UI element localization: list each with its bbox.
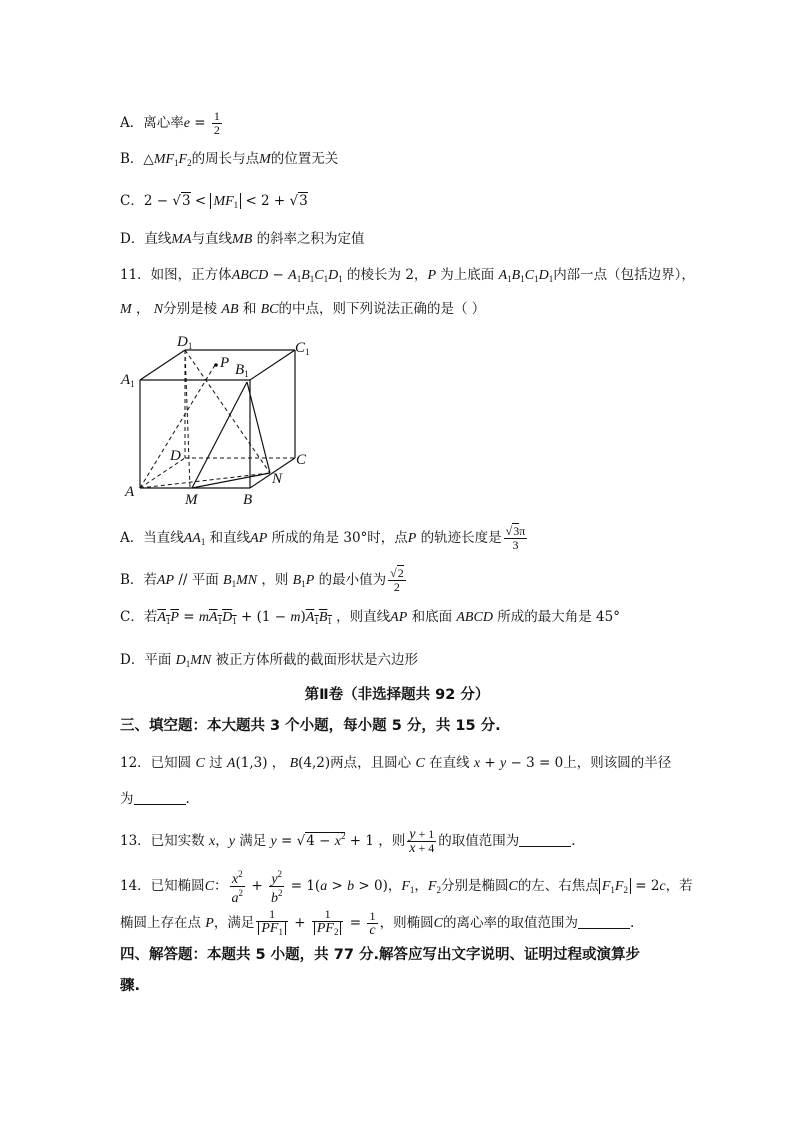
q10-option-d: D．直线MA与直线MB 的斜率之积为定值 bbox=[120, 231, 365, 247]
label-A: A bbox=[125, 484, 135, 500]
q11-option-a: A．当直线$AA_1$ 和直线AP 所成的角是 30°时，点P 的轨迹长度是 $\frac{√3\pi}{3}$ bbox=[120, 524, 526, 552]
fraction-y1-x4: $\frac{y + 1}{x + 4}$ bbox=[409, 827, 435, 856]
cube-figure bbox=[115, 330, 315, 510]
q12-line2: 为 . bbox=[120, 791, 190, 807]
label-D: D bbox=[170, 448, 181, 464]
q11-option-d: D．平面 $D_1MN$ 被正方体所截的截面形状是六边形 bbox=[120, 652, 419, 669]
q14-answer-blank[interactable] bbox=[578, 916, 630, 929]
q11-option-b: B．若AP // 平面 $B_1MN$ ，则 $B_1P$ 的最小值为 $\frac{√2}{2}$ bbox=[120, 566, 404, 594]
section-3-title: 三、填空题：本大题共 3 个小题，每小题 5 分，共 15 分. bbox=[120, 718, 501, 734]
fraction-sqrt3pi-3: $\frac{√3\pi}{3}$ bbox=[505, 524, 526, 552]
label-D1: $D_1$ bbox=[177, 334, 193, 351]
label-B1: $B_1$ bbox=[235, 362, 249, 379]
fraction-sqrt2-2: $\frac{√2}{2}$ bbox=[390, 566, 404, 594]
fraction-1-2: $\frac{1}{2}$ bbox=[213, 109, 220, 137]
math-vector-eq: $A_1P = mA_1D_1 + (1 - m)A_1B_1$ bbox=[157, 609, 332, 626]
section-2-title: 第Ⅱ卷（非选择题共 92 分） bbox=[304, 687, 490, 703]
math-triangle: $\triangle MF_1F_2$ bbox=[143, 151, 192, 168]
q14-line2: 椭圆上存在点 P，满足 $\frac{1}{PF_1}$ + $\frac{1}{PF_2}$ = $\frac{1}{c}$ ，则椭圆C的离心率的取值范围为 . bbox=[120, 907, 635, 938]
q12-line1: 12．已知圆 C 过 A(1,3) ， B(4,2)两点，且圆心 C 在直线 x + y − 3 = 0上，则该圆的半径 bbox=[120, 755, 672, 771]
label-A1: $A_1$ bbox=[121, 372, 135, 389]
q11-option-c: C．若$A_1P = mA_1D_1 + (1 - m)A_1B_1$ ，则直线AP 和底面 ABCD 所成的最大角是 45° bbox=[120, 609, 620, 626]
label-N: N bbox=[272, 471, 283, 487]
label-M: M bbox=[185, 492, 198, 508]
q10-option-b: B．$\triangle MF_1F_2$的周长与点M的位置无关 bbox=[120, 151, 339, 168]
q11-stem-line1: 11．如图，正方体ABCD − $A_1B_1C_1D_1$ 的棱长为 2，P 为上底面 $A_1B_1C_1D_1$内部一点（包括边界）， bbox=[120, 267, 695, 284]
q10-option-c: C．$2 - √3 < MF_1 < 2 + √3$ bbox=[120, 193, 308, 210]
math-inequality: $2 - √3 < MF_1 < 2 + √3$ bbox=[143, 193, 308, 210]
q12-answer-blank[interactable] bbox=[134, 792, 186, 805]
q10-option-a: A．离心率e = $\frac{1}{2}$ bbox=[120, 109, 220, 137]
label-B: B bbox=[243, 492, 253, 508]
label-P: P bbox=[220, 355, 230, 371]
q11-stem-line2: M ， N分别是棱 AB 和 BC的中点，则下列说法正确的是（ ） bbox=[120, 301, 486, 317]
section-4-title-line1: 四、解答题：本题共 5 小题，共 77 分.解答应写出文字说明、证明过程或演算步 bbox=[120, 947, 640, 963]
section-4-title-line2: 骤. bbox=[120, 978, 141, 994]
q14-line1: 14．已知椭圆C： $\frac{x^2}{a^2}$ + $\frac{y^2}{b^2}$ = 1(a > b > 0)，$F_1$，$F_2$分别是椭圆C的左、右焦点 $F_1F_2 = 2c$，若 bbox=[120, 869, 693, 906]
q13-line: 13．已知实数 x，y 满足 $y = √4 - x^2 + 1$ ，则 $\frac{y + 1}{x + 4}$ 的取值范围为 . bbox=[120, 827, 576, 856]
label-C: C bbox=[296, 452, 307, 468]
math-e: e bbox=[183, 116, 190, 131]
label-C1: $C_1$ bbox=[295, 340, 310, 357]
q13-answer-blank[interactable] bbox=[519, 834, 571, 847]
